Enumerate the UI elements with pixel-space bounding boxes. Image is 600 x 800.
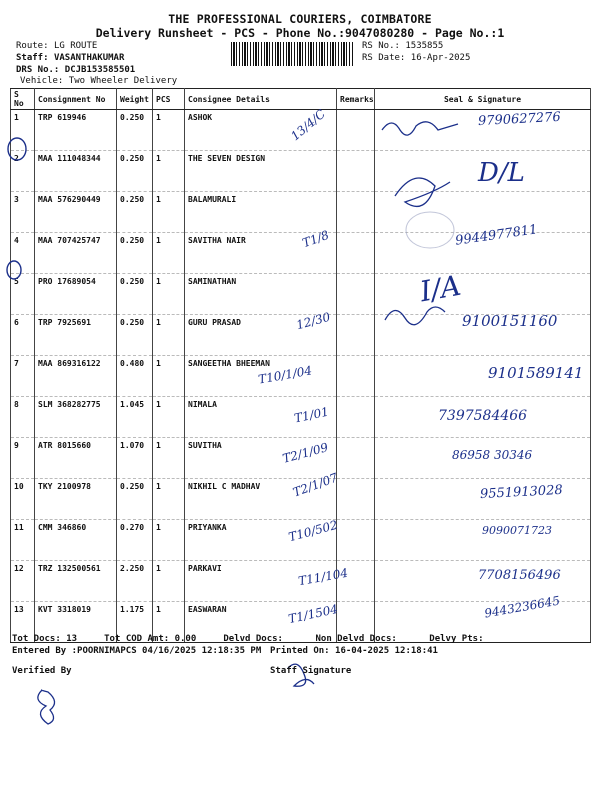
delvy-pts-label: Delvy Pts:: [429, 634, 484, 644]
consignment-cell: SLM 368282775: [35, 397, 117, 438]
sno-cell: 3: [11, 192, 35, 233]
handwritten-time-row-10: T2/1/07: [291, 470, 340, 500]
signature-scribble-row-6: [385, 307, 445, 325]
printed-on: Printed On: 16-04-2025 12:18:41: [270, 646, 438, 656]
pcs-cell: 1: [153, 315, 185, 356]
signature-scribble-row-1: [382, 122, 458, 135]
handwritten-time-row-11: T10/502: [287, 517, 340, 545]
sno-cell: 13: [11, 602, 35, 643]
column-header: S No: [11, 89, 35, 110]
handwritten-time-row-7: T10/1/04: [257, 363, 314, 387]
handwritten-phone-row-7: 9101589141: [488, 364, 584, 382]
consignment-cell: ATR 8015660: [35, 438, 117, 479]
handwritten-time-row-6: 12/30: [294, 309, 332, 333]
sno-cell: 2: [11, 151, 35, 192]
consignee-cell: PRIYANKA: [185, 520, 337, 561]
delvd-label: Delvd Docs:: [223, 634, 283, 644]
sno-cell: 4: [11, 233, 35, 274]
handwritten-phone-row-8: 7397584466: [438, 408, 528, 424]
staff-signature-label: Staff Signature: [270, 666, 352, 676]
consignee-cell: EASWARAN: [185, 602, 337, 643]
consignment-cell: MAA 111048344: [35, 151, 117, 192]
pcs-cell: 1: [153, 479, 185, 520]
weight-cell: 0.250: [117, 110, 153, 151]
column-header: Consignee Details: [185, 89, 337, 110]
pcs-cell: 1: [153, 561, 185, 602]
handwritten-phone-row-9: 86958 30346: [452, 448, 533, 462]
handwritten-time-row-13: T1/1504: [287, 601, 340, 627]
pcs-cell: 1: [153, 397, 185, 438]
weight-cell: 0.480: [117, 356, 153, 397]
handwritten-note-row-5: I/A: [417, 268, 464, 309]
weight-cell: 0.250: [117, 151, 153, 192]
handwritten-phone-row-13: 9443236645: [483, 593, 561, 621]
route-label: Route:: [16, 41, 49, 51]
weight-cell: 0.270: [117, 520, 153, 561]
tot-docs-value: 13: [66, 634, 78, 644]
pcs-cell: 1: [153, 151, 185, 192]
weight-cell: 0.250: [117, 233, 153, 274]
sno-cell: 1: [11, 110, 35, 151]
totals-line: [12, 634, 483, 644]
consignee-cell: SAVITHA NAIR: [185, 233, 337, 274]
sno-cell: 8: [11, 397, 35, 438]
consignee-cell: THE SEVEN DESIGN: [185, 151, 337, 192]
pcs-cell: 1: [153, 438, 185, 479]
column-header: PCS: [153, 89, 185, 110]
weight-cell: 1.045: [117, 397, 153, 438]
consignee-cell: BALAMURALI: [185, 192, 337, 233]
pcs-cell: 1: [153, 274, 185, 315]
rs-no-value: 1535855: [405, 41, 444, 51]
entered-by: Entered By :POORNIMAPCS 04/16/2025 12:18:35 PM: [12, 646, 262, 656]
signature-scribble-row-2: [395, 178, 450, 206]
consignee-cell: NIKHIL C MADHAV: [185, 479, 337, 520]
consignee-cell: SANGEETHA BHEEMAN: [185, 356, 337, 397]
weight-cell: 2.250: [117, 561, 153, 602]
consignment-cell: TRZ 132500561: [35, 561, 117, 602]
column-header: Weight: [117, 89, 153, 110]
handwritten-time-row-9: T2/1/09: [280, 440, 330, 466]
pcs-cell: 1: [153, 520, 185, 561]
handwritten-time-row-4: T1/8: [300, 227, 331, 251]
vehicle-label: Vehicle:: [20, 76, 64, 86]
column-header: Seal & Signature: [375, 89, 591, 110]
sno-cell: 9: [11, 438, 35, 479]
consignee-cell: ASHOK: [185, 110, 337, 151]
pcs-cell: 1: [153, 110, 185, 151]
tot-docs-label: Tot Docs:: [12, 634, 61, 644]
weight-cell: 1.070: [117, 438, 153, 479]
consignee-cell: GURU PRASAD: [185, 315, 337, 356]
verified-by-label: Verified By: [12, 666, 72, 676]
consignee-cell: NIMALA: [185, 397, 337, 438]
column-header: Remarks: [337, 89, 375, 110]
circle-mark-row-5: [7, 261, 21, 279]
tot-cod-label: Tot COD Amt:: [104, 634, 170, 644]
non-delvd-label: Non Delvd Docs:: [315, 634, 397, 644]
handwritten-time-row-12: T11/104: [297, 565, 350, 589]
stamp-smudge: [406, 212, 454, 248]
staff-label: Staff:: [16, 53, 49, 63]
column-header: Consignment No: [35, 89, 117, 110]
consignment-cell: TKY 2100978: [35, 479, 117, 520]
verified-signature: [38, 690, 55, 724]
pcs-cell: 1: [153, 192, 185, 233]
handwritten-phone-row-4: 9944977811: [454, 222, 539, 249]
circle-mark-row-2: [8, 138, 26, 160]
consignment-cell: TRP 619946: [35, 110, 117, 151]
staff-value: VASANTHAKUMAR: [53, 53, 125, 63]
handwritten-note-row-2: D/L: [478, 158, 525, 188]
vehicle-value: Two Wheeler Delivery: [68, 76, 178, 86]
consignment-cell: KVT 3318019: [35, 602, 117, 643]
route-value: LG ROUTE: [53, 41, 98, 51]
weight-cell: 0.250: [117, 479, 153, 520]
consignment-cell: MAA 707425747: [35, 233, 117, 274]
handwritten-time-row-8: T1/01: [292, 404, 331, 426]
consignment-cell: CMM 346860: [35, 520, 117, 561]
handwritten-time-row-1: 13/4/C: [288, 106, 328, 144]
sno-cell: 10: [11, 479, 35, 520]
consignment-cell: PRO 17689054: [35, 274, 117, 315]
pcs-cell: 1: [153, 356, 185, 397]
consignment-cell: TRP 7925691: [35, 315, 117, 356]
consignee-cell: SAMINATHAN: [185, 274, 337, 315]
handwritten-phone-row-6: 9100151160: [462, 312, 558, 330]
sno-cell: 12: [11, 561, 35, 602]
rs-no-label: RS No.:: [362, 41, 400, 51]
handwritten-phone-row-12: 7708156496: [478, 568, 561, 583]
consignee-cell: PARKAVI: [185, 561, 337, 602]
consignee-cell: SUVITHA: [185, 438, 337, 479]
sno-cell: 6: [11, 315, 35, 356]
tot-cod-value: 0.00: [174, 634, 197, 644]
drs-label: DRS No.:: [16, 65, 60, 75]
pcs-cell: 1: [153, 233, 185, 274]
weight-cell: 0.250: [117, 274, 153, 315]
weight-cell: 0.250: [117, 315, 153, 356]
runsheet-title: Delivery Runsheet - PCS - Phone No.:9047080280 - Page No.:1: [95, 26, 505, 40]
rs-date-label: RS Date:: [362, 53, 406, 63]
sno-cell: 7: [11, 356, 35, 397]
handwritten-phone-row-1: 9790627276: [477, 109, 562, 130]
consignment-cell: MAA 576290449: [35, 192, 117, 233]
sno-cell: 11: [11, 520, 35, 561]
pcs-cell: 1: [153, 602, 185, 643]
rs-date-value: 16-Apr-2025: [410, 53, 471, 63]
weight-cell: 1.175: [117, 602, 153, 643]
weight-cell: 0.250: [117, 192, 153, 233]
sno-cell: 5: [11, 274, 35, 315]
consignment-cell: MAA 869316122: [35, 356, 117, 397]
company-name: THE PROFESSIONAL COURIERS, COIMBATORE: [168, 12, 432, 26]
handwritten-phone-row-10: 9551913028: [479, 482, 564, 503]
handwritten-phone-row-11: 9090071723: [482, 524, 552, 537]
drs-value: DCJB153585501: [64, 65, 136, 75]
